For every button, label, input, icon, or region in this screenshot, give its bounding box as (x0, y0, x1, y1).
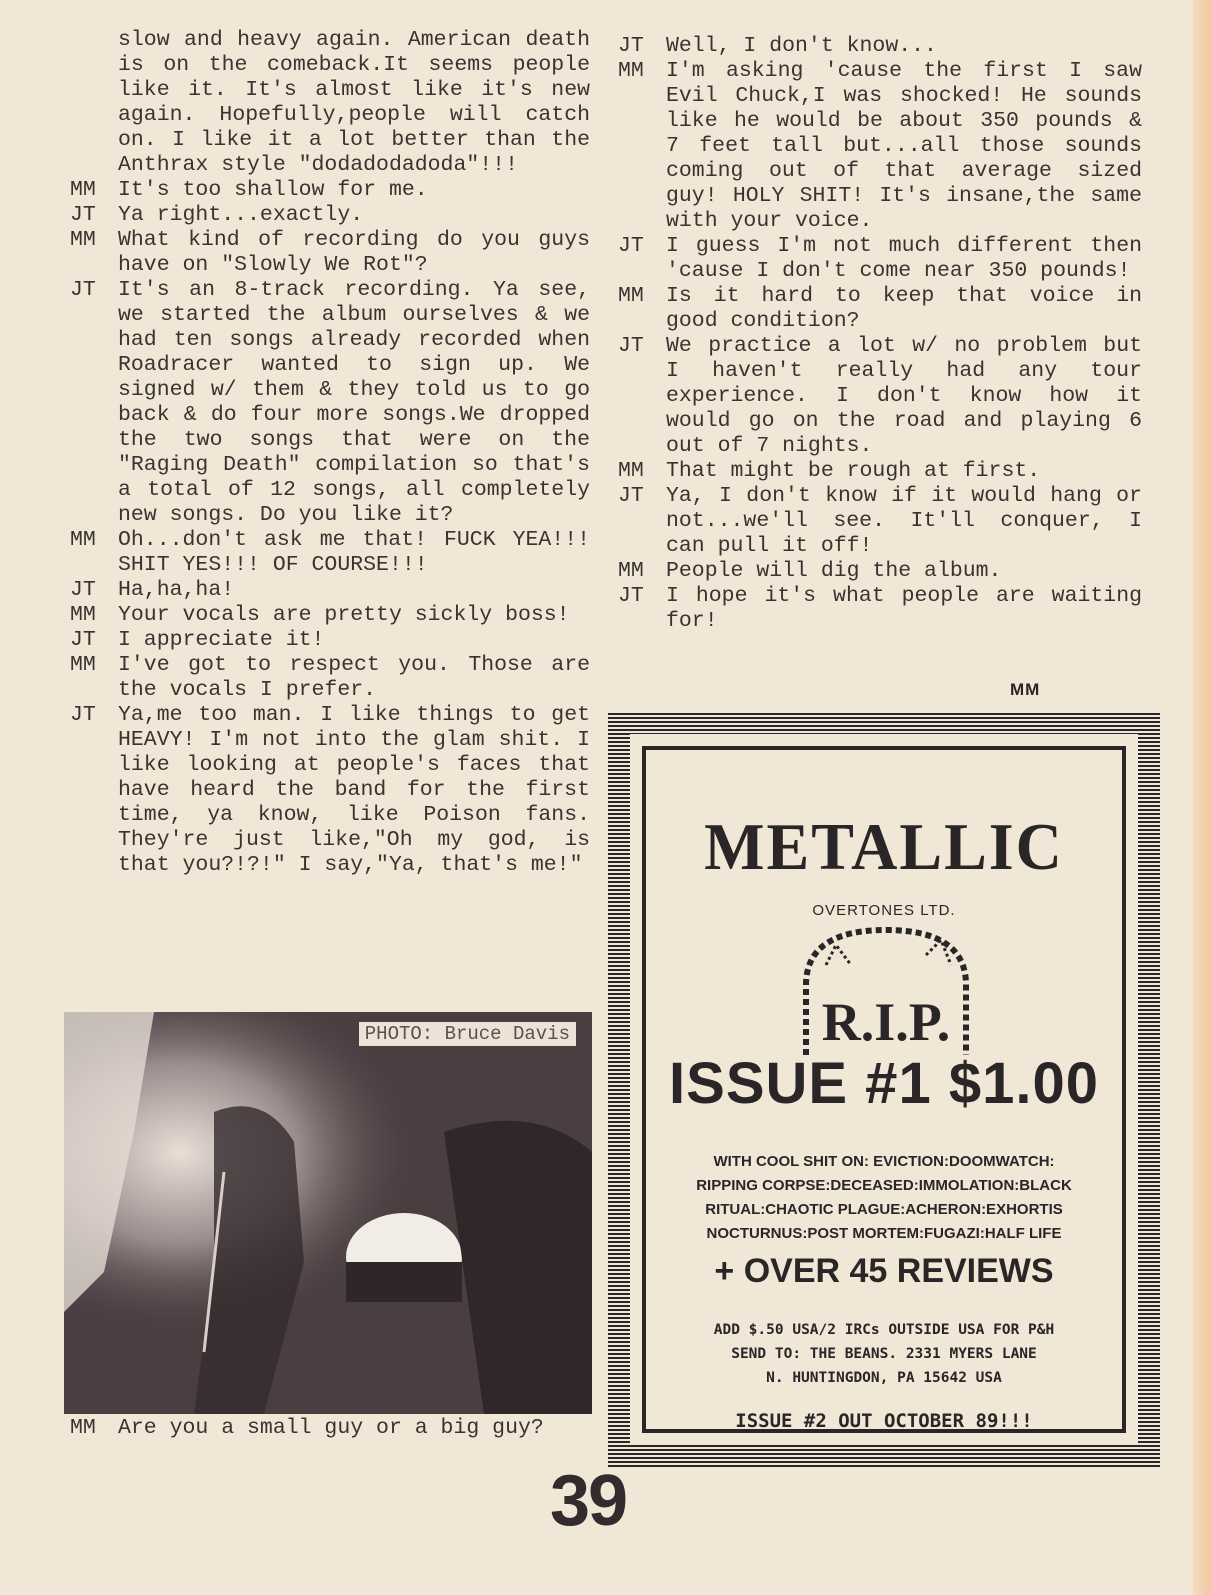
entry-text: I hope it's what people are waiting for! (666, 584, 1142, 633)
photo-credit: PHOTO: Bruce Davis (359, 1022, 576, 1046)
speaker-label: MM (618, 59, 644, 83)
entry-text: People will dig the album. (666, 559, 1002, 583)
entry-text: Oh...don't ask me that! FUCK YEA!!! SHIT YES!!! OF COURSE!!! (118, 528, 590, 577)
ad-next-issue: ISSUE #2 OUT OCTOBER 89!!! (735, 1410, 1033, 1432)
ad-band-list (686, 1150, 1082, 1246)
speaker-label: JT (618, 234, 644, 258)
entry-text: Is it hard to keep that voice in good condition? (666, 284, 1142, 333)
speaker-label: MM (70, 528, 96, 552)
ad-frame (642, 746, 1126, 1433)
ad-reviews-line: + OVER 45 REVIEWS (714, 1252, 1054, 1290)
entry-text: Ha,ha,ha! (118, 578, 235, 602)
interview-entry (66, 628, 590, 653)
rip-tombstone-logo (776, 925, 1016, 1055)
interview-entry (614, 584, 1142, 634)
interview-entry (614, 459, 1142, 484)
speaker-label: MM (618, 559, 644, 583)
ad-order-info (666, 1318, 1102, 1390)
interview-entry (614, 334, 1142, 459)
ad-issue-price: ISSUE #1 $1.00 (669, 1051, 1099, 1116)
speaker-label: JT (70, 628, 96, 652)
interview-entry (66, 178, 590, 203)
interview-entry (614, 59, 1142, 234)
entry-text: Ya, I don't know if it would hang or not...we'll see. It'll conquer, I can pull it off! (666, 484, 1142, 558)
entry-text: I appreciate it! (118, 628, 325, 652)
page-edge (1193, 0, 1211, 1595)
speaker-label: MM (70, 228, 96, 252)
speaker-label: MM (70, 178, 96, 202)
interview-entry (66, 278, 590, 528)
speaker-label: JT (618, 484, 644, 508)
entry-text: I guess I'm not much different then 'cause I don't come near 350 pounds! (666, 234, 1142, 283)
entry-text: Your vocals are pretty sickly boss! (118, 603, 570, 627)
zine-advertisement (608, 712, 1160, 1467)
speaker-label: MM (70, 603, 96, 627)
ad-band-line: NOCTURNUS:POST MORTEM:FUGAZI:HALF LIFE (706, 1225, 1062, 1242)
ad-subtitle: OVERTONES LTD. (812, 902, 956, 919)
interview-right-column (614, 34, 1142, 634)
interview-entry (614, 284, 1142, 334)
band-photo (64, 1012, 592, 1414)
interview-entry (614, 34, 1142, 59)
speaker-label: JT (618, 334, 644, 358)
interview-left-column (66, 28, 590, 878)
speaker-label: JT (70, 278, 96, 302)
interview-entry (66, 228, 590, 278)
speaker-label: JT (618, 584, 644, 608)
entry-text: I've got to respect you. Those are the vocals I prefer. (118, 653, 590, 702)
speaker-label: MM (618, 284, 644, 308)
photo-caption (66, 1416, 590, 1441)
author-signoff: MM (1010, 680, 1041, 699)
page-number: 39 (550, 1461, 627, 1541)
ad-info-line: N. HUNTINGDON, PA 15642 USA (766, 1370, 1002, 1386)
entry-text: It's too shallow for me. (118, 178, 428, 202)
speaker-label: JT (70, 203, 96, 227)
entry-text: slow and heavy again. American death is on the comeback.It seems people like it. It's almost like it's new again. Hopefully,people will catch on. I like it a lot better than the Anthrax style "dodadodadoda"!!! (118, 28, 590, 177)
speaker-label: MM (618, 459, 644, 483)
entry-text: What kind of recording do you guys have on "Slowly We Rot"? (118, 228, 590, 277)
rip-logo-text: R.I.P. (821, 992, 951, 1052)
speaker-label: JT (618, 34, 644, 58)
interview-entry (66, 703, 590, 878)
interview-entry (66, 203, 590, 228)
ad-band-line: RIPPING CORPSE:DECEASED:IMMOLATION:BLACK (696, 1177, 1072, 1194)
speaker-label: JT (70, 703, 96, 727)
interview-entry (614, 484, 1142, 559)
ad-band-line: WITH COOL SHIT ON: EVICTION:DOOMWATCH: (713, 1153, 1055, 1170)
photo-image (64, 1012, 592, 1414)
entry-text: Ya right...exactly. (118, 203, 364, 227)
interview-entry (66, 603, 590, 628)
entry-text: I'm asking 'cause the first I saw Evil Chuck,I was shocked! He sounds like he would be about 350 pounds & 7 feet tall but...all those sounds coming out of that average sized guy! HOLY SHIT! It's insane,the same with your voice. (666, 59, 1142, 233)
interview-entry (614, 234, 1142, 284)
caption-entry (66, 1416, 590, 1441)
ad-band-line: RITUAL:CHAOTIC PLAGUE:ACHERON:EXHORTIS (705, 1201, 1063, 1218)
entry-text: Well, I don't know... (666, 34, 937, 58)
speaker-label: MM (70, 653, 96, 677)
caption-text: Are you a small guy or a big guy? (118, 1416, 544, 1440)
ad-title: METALLIC (704, 809, 1064, 884)
speaker-label: JT (70, 578, 96, 602)
entry-text: Ya,me too man. I like things to get HEAVY! I'm not into the glam shit. I like looking at people's faces that have heard the band for the first time, ya know, like Poison fans. They're just like,"Oh my god, is that you?!?!" I say,"Ya, that's me!" (118, 703, 590, 877)
caption-speaker: MM (70, 1416, 96, 1440)
interview-entry (66, 28, 590, 178)
ad-info-line: ADD $.50 USA/2 IRCs OUTSIDE USA FOR P&H (713, 1322, 1055, 1338)
ad-info-line: SEND TO: THE BEANS. 2331 MYERS LANE (731, 1346, 1037, 1362)
entry-text: That might be rough at first. (666, 459, 1041, 483)
interview-entry (66, 578, 590, 603)
entry-text: It's an 8-track recording. Ya see, we started the album ourselves & we had ten songs already recorded when Roadracer wanted to sign up. We signed w/ them & they told us to go back & do four more songs.We dropped the two songs that were on the "Raging Death" compilation so that's a total of 12 songs, all completely new songs. Do you like it? (118, 278, 590, 527)
entry-text: We practice a lot w/ no problem but I haven't really had any tour experience. I don't know how it would go on the road and playing 6 out of 7 nights. (666, 334, 1142, 458)
interview-entry (66, 653, 590, 703)
interview-entry (614, 559, 1142, 584)
interview-entry (66, 528, 590, 578)
